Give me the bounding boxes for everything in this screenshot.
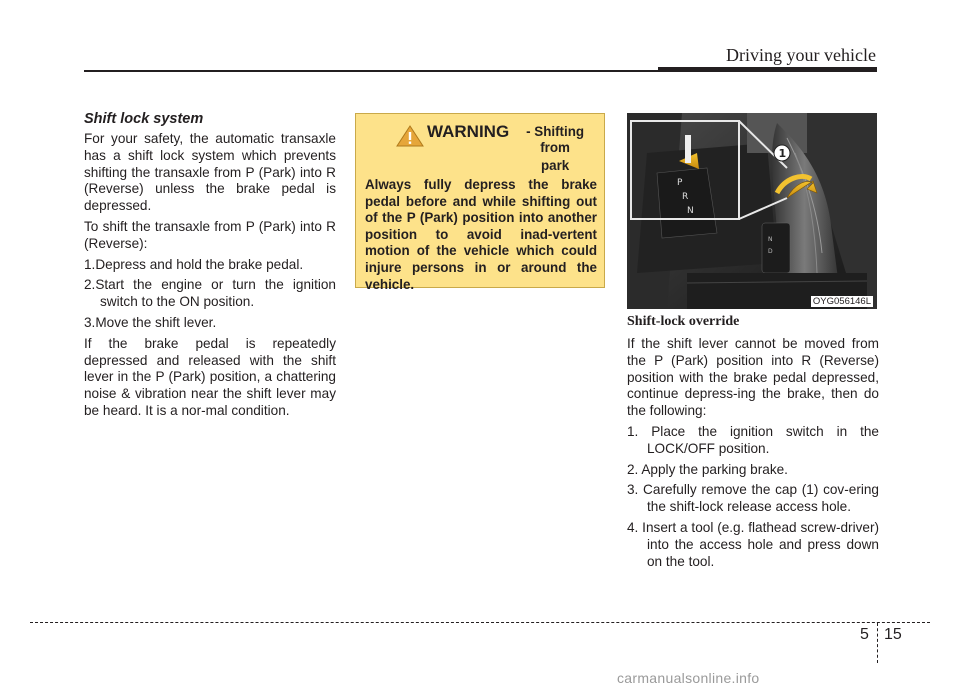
override-step: 3. Carefully remove the cap (1) cov-ering the shift-lock release access hole. [627,482,879,515]
page-number: 15 [884,626,902,643]
gear-letter: P [677,178,683,188]
shift-lever-illustration [627,113,877,309]
gear-letter: N [687,206,694,216]
lead-in-paragraph: To shift the transaxle from P (Park) into R (Reverse): [84,218,336,251]
step-item: 3.Move the shift lever. [84,314,217,330]
warning-label: WARNING [427,122,510,141]
warning-subtitle-cont: park [540,158,570,173]
warning-subtitle: - Shifting from [526,124,585,155]
intro-paragraph: For your safety, the automatic transaxle has a shift lock system which prevents shifting the transaxle from P (Park) into R (Reverse) unless the brake pedal is depressed. [84,131,336,214]
footer-rule [30,622,930,623]
section-heading: Shift lock system [84,111,204,127]
closing-paragraph: If the brake pedal is repeatedly depressed and released with the shift lever in the P (Park) position, a chattering noise & vibration near the shift lever may be heard. It is a nor-mal condition. [84,335,336,418]
chapter-number: 5 [860,626,869,643]
override-step: 2. Apply the parking brake. [627,461,788,477]
header-title: Driving your vehicle [726,45,876,65]
warning-box [355,113,605,292]
shift-lever-photo [627,113,877,309]
svg-text:N: N [768,236,773,243]
step-item: 2.Start the engine or turn the ignition switch to the ON position. [84,277,336,310]
override-step: 4. Insert a tool (e.g. flathead screw-driver) into the access hole and press down on the tool. [627,519,879,569]
header-rule-accent [658,67,877,72]
svg-text:D: D [768,248,773,255]
footer-divider [877,623,878,663]
warning-header [365,122,597,174]
right-column [627,314,879,574]
watermark: carmanualsonline.info [617,670,760,686]
warning-triangle-icon [395,124,425,148]
callout-number: 1 [778,147,787,160]
step-item: 1.Depress and hold the brake pedal. [84,256,304,272]
figure-code: OYG056146L [812,296,871,307]
subsection-heading: Shift-lock override [627,314,740,329]
warning-body: Always fully depress the brake pedal before and while shifting out of the P (Park) position into another position to avoid inad-vertent motion of the vehicle which could injure persons in or around the vehicle. [365,177,597,292]
gear-letter: R [682,192,689,202]
override-intro: If the shift lever cannot be moved from the P (Park) position into R (Reverse) position with the brake pedal depressed, continue depress-ing the brake, then do the following: [627,336,879,419]
override-step: 1. Place the ignition switch in the LOCK/OFF position. [627,423,879,456]
left-column [84,111,336,424]
